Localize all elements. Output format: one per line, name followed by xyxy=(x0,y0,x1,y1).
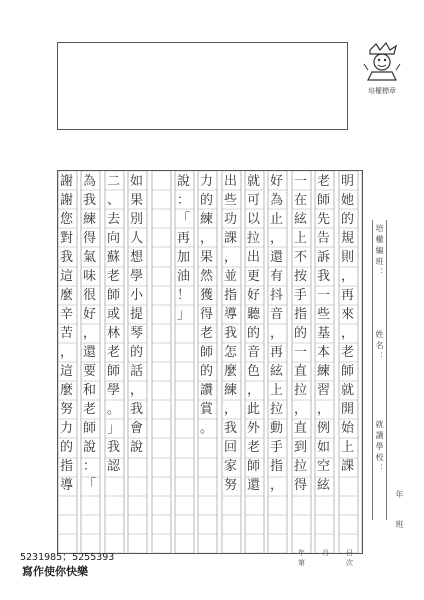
essay-char: 得 xyxy=(293,478,307,493)
essay-char: 麼 xyxy=(223,364,237,379)
essay-char: 一 xyxy=(316,288,330,303)
essay-char: 就 xyxy=(340,383,354,398)
date-day: 日 xyxy=(346,549,353,557)
essay-char: 我 xyxy=(106,440,120,455)
essay-char: 怎 xyxy=(223,345,237,360)
essay-char: 麼 xyxy=(59,383,73,398)
essay-char: 的 xyxy=(59,440,73,455)
essay-char: 練 xyxy=(199,212,213,227)
essay-char: 音 xyxy=(246,345,260,360)
essay-char: 琴 xyxy=(129,326,143,341)
essay-char: 」 xyxy=(176,307,190,322)
essay-char: 色 xyxy=(246,364,260,379)
essay-char: 老 xyxy=(106,345,120,360)
essay-char: ， xyxy=(340,326,354,341)
date-month: 月 xyxy=(322,549,329,557)
school-label: 就讀學校： xyxy=(375,420,384,475)
essay-char: 音 xyxy=(269,307,283,322)
essay-char: 一 xyxy=(293,345,307,360)
essay-char: 一 xyxy=(293,174,307,189)
essay-column xyxy=(57,172,76,495)
essay-char: 林 xyxy=(106,326,120,341)
essay-char: 再 xyxy=(176,231,190,246)
essay-char: 謝 xyxy=(59,174,73,189)
essay-char: 她 xyxy=(340,193,354,208)
essay-char: 再 xyxy=(340,288,354,303)
essay-char: 可 xyxy=(246,193,260,208)
essay-char: 此 xyxy=(246,402,260,417)
essay-char: 「 xyxy=(82,478,96,493)
essay-char: 我 xyxy=(316,269,330,284)
essay-char: 拉 xyxy=(293,383,307,398)
year-label: 年 xyxy=(395,490,404,501)
essay-char: 說 xyxy=(176,174,190,189)
phone-number: 5231985；5255393 xyxy=(20,552,115,563)
essay-char: 如 xyxy=(316,440,330,455)
essay-char: 為 xyxy=(82,174,96,189)
essay-char: 讚 xyxy=(199,383,213,398)
essay-char: 果 xyxy=(199,250,213,265)
essay-char: 本 xyxy=(316,345,330,360)
essay-char: 」 xyxy=(106,421,120,436)
essay-char: 好 xyxy=(269,174,283,189)
essay-char: 人 xyxy=(129,231,143,246)
essay-char: 師 xyxy=(106,288,120,303)
page-di: 第 xyxy=(298,559,305,567)
essay-char: 些 xyxy=(223,193,237,208)
essay-char: 學 xyxy=(106,383,120,398)
essay-char: 為 xyxy=(269,193,283,208)
essay-char: 拉 xyxy=(293,459,307,474)
essay-char: 些 xyxy=(316,307,330,322)
essay-char: 小 xyxy=(129,288,143,303)
essay-char: 辛 xyxy=(59,307,73,322)
essay-char: 先 xyxy=(316,212,330,227)
essay-char: 「 xyxy=(176,212,190,227)
essay-char: 師 xyxy=(246,459,260,474)
side-rule-1 xyxy=(372,220,373,520)
essay-char: 要 xyxy=(82,364,96,379)
essay-char: 拉 xyxy=(269,402,283,417)
essay-char: 。 xyxy=(199,421,213,436)
essay-char: 果 xyxy=(129,193,143,208)
essay-char: 就 xyxy=(246,174,260,189)
essay-char: 例 xyxy=(316,421,330,436)
essay-char: 告 xyxy=(316,231,330,246)
essay-char: 、 xyxy=(106,193,120,208)
essay-char: ， xyxy=(246,383,260,398)
essay-char: 的 xyxy=(199,364,213,379)
side-labels xyxy=(364,190,404,550)
mascot-stamp-icon xyxy=(362,40,402,82)
essay-char: 我 xyxy=(129,402,143,417)
essay-char: 力 xyxy=(59,421,73,436)
essay-char: 這 xyxy=(59,364,73,379)
essay-char: 聽 xyxy=(246,307,260,322)
essay-char: 說 xyxy=(82,440,96,455)
essay-char: 加 xyxy=(176,250,190,265)
essay-char: 很 xyxy=(82,288,96,303)
essay-char: 導 xyxy=(223,307,237,322)
essay-char: 向 xyxy=(106,231,120,246)
essay-char: 的 xyxy=(199,193,213,208)
essay-char: 練 xyxy=(316,364,330,379)
essay-char: 回 xyxy=(223,440,237,455)
essay-column xyxy=(338,172,357,476)
essay-char: 會 xyxy=(129,421,143,436)
essay-char: ， xyxy=(340,269,354,284)
essay-char: 出 xyxy=(223,174,237,189)
essay-char: 認 xyxy=(106,459,120,474)
essay-char: 訴 xyxy=(316,250,330,265)
essay-char: 還 xyxy=(82,345,96,360)
essay-char: 功 xyxy=(223,212,237,227)
page-ci: 次 xyxy=(346,559,353,567)
essay-char: ， xyxy=(269,478,283,493)
essay-char: 想 xyxy=(129,250,143,265)
essay-char: 學 xyxy=(129,269,143,284)
essay-char: 基 xyxy=(316,326,330,341)
essay-char: 話 xyxy=(129,364,143,379)
essay-char: 止 xyxy=(269,212,283,227)
essay-column xyxy=(104,172,123,476)
essay-char: 努 xyxy=(223,478,237,493)
essay-char: 對 xyxy=(59,231,73,246)
essay-char: 二 xyxy=(106,174,120,189)
essay-char: 還 xyxy=(269,250,283,265)
essay-char: 別 xyxy=(129,212,143,227)
essay-column xyxy=(291,172,310,495)
essay-char: 明 xyxy=(340,174,354,189)
essay-char: 說 xyxy=(129,440,143,455)
essay-char: 得 xyxy=(199,307,213,322)
essay-char: 師 xyxy=(106,364,120,379)
essay-char: 老 xyxy=(106,269,120,284)
essay-char: 麼 xyxy=(59,288,73,303)
essay-char: 出 xyxy=(246,250,260,265)
essay-char: 老 xyxy=(340,345,354,360)
essay-char: ： xyxy=(82,459,96,474)
essay-char: 抖 xyxy=(269,288,283,303)
essay-char: 這 xyxy=(59,269,73,284)
essay-char: 師 xyxy=(316,193,330,208)
essay-char: 獲 xyxy=(199,288,213,303)
essay-char: 家 xyxy=(223,459,237,474)
essay-char: ， xyxy=(82,326,96,341)
essay-char: 則 xyxy=(340,250,354,265)
side-rule-2 xyxy=(386,220,387,520)
essay-char: 外 xyxy=(246,421,260,436)
essay-char: 拉 xyxy=(246,231,260,246)
essay-char: 得 xyxy=(82,231,96,246)
essay-char: 上 xyxy=(293,231,307,246)
essay-char: 我 xyxy=(223,421,237,436)
essay-char: 手 xyxy=(293,288,307,303)
essay-char: 還 xyxy=(246,478,260,493)
essay-char: ！ xyxy=(176,288,190,303)
essay-char: ， xyxy=(269,231,283,246)
essay-char: 好 xyxy=(246,288,260,303)
essay-char: 直 xyxy=(293,421,307,436)
essay-char: 以 xyxy=(246,212,260,227)
essay-char: 開 xyxy=(340,402,354,417)
essay-column xyxy=(80,172,99,495)
essay-char: 賞 xyxy=(199,402,213,417)
essay-char: 上 xyxy=(269,383,283,398)
essay-char: 氣 xyxy=(82,250,96,265)
essay-char: 然 xyxy=(199,269,213,284)
essay-char: 和 xyxy=(82,383,96,398)
essay-char: 蘇 xyxy=(106,250,120,265)
essay-char: 好 xyxy=(82,307,96,322)
essay-char: 我 xyxy=(223,326,237,341)
top-comment-box xyxy=(57,42,348,130)
essay-char: 努 xyxy=(59,402,73,417)
essay-column xyxy=(197,172,216,438)
essay-char: 油 xyxy=(176,269,190,284)
essay-char: 的 xyxy=(340,212,354,227)
essay-char: ， xyxy=(316,402,330,417)
essay-column xyxy=(174,172,193,324)
essay-char: 。 xyxy=(106,402,120,417)
essay-char: 您 xyxy=(59,212,73,227)
essay-char: 並 xyxy=(223,269,237,284)
essay-char: 習 xyxy=(316,383,330,398)
essay-char: 指 xyxy=(223,288,237,303)
essay-char: 或 xyxy=(106,307,120,322)
essay-char: 更 xyxy=(246,269,260,284)
essay-column xyxy=(221,172,240,495)
essay-char: 老 xyxy=(246,440,260,455)
essay-char: 課 xyxy=(340,459,354,474)
essay-column xyxy=(314,172,333,495)
essay-char: 動 xyxy=(269,421,283,436)
essay-char: 老 xyxy=(82,402,96,417)
essay-char: ， xyxy=(129,383,143,398)
essay-char: 謝 xyxy=(59,193,73,208)
essay-char: 如 xyxy=(129,174,143,189)
essay-char: 的 xyxy=(293,326,307,341)
essay-char: 在 xyxy=(293,193,307,208)
essay-char: 直 xyxy=(293,364,307,379)
essay-column xyxy=(127,172,146,457)
essay-char: 再 xyxy=(269,345,283,360)
essay-char: 始 xyxy=(340,421,354,436)
essay-char: 師 xyxy=(199,345,213,360)
essay-char: 課 xyxy=(223,231,237,246)
essay-char: ， xyxy=(223,250,237,265)
essay-char: 指 xyxy=(293,307,307,322)
essay-column xyxy=(244,172,263,495)
essay-char: 老 xyxy=(199,326,213,341)
essay-char: 到 xyxy=(293,440,307,455)
essay-char: 我 xyxy=(59,250,73,265)
essay-char: 絃 xyxy=(316,478,330,493)
essay-char: 的 xyxy=(246,326,260,341)
essay-char: 我 xyxy=(82,193,96,208)
essay-char: 師 xyxy=(82,421,96,436)
essay-char: 空 xyxy=(316,459,330,474)
essay-char: 有 xyxy=(269,269,283,284)
class-label: 培權編班： xyxy=(375,224,384,279)
essay-char: 指 xyxy=(269,459,283,474)
essay-char: ， xyxy=(223,402,237,417)
essay-char: ， xyxy=(293,402,307,417)
name-label: 姓名： xyxy=(375,330,384,363)
essay-char: 去 xyxy=(106,212,120,227)
essay-char: 不 xyxy=(293,250,307,265)
essay-char: 練 xyxy=(223,383,237,398)
essay-char: 手 xyxy=(269,440,283,455)
stamp-label: 培權標章 xyxy=(368,87,396,95)
essay-char: 絃 xyxy=(269,364,283,379)
essay-char: 絃 xyxy=(293,212,307,227)
essay-char: 來 xyxy=(340,307,354,322)
essay-char: 規 xyxy=(340,231,354,246)
essay-char: ： xyxy=(176,193,190,208)
essay-char: 導 xyxy=(59,478,73,493)
essay-char: ， xyxy=(269,326,283,341)
essay-char: 按 xyxy=(293,269,307,284)
essay-char: 苦 xyxy=(59,326,73,341)
essay-char: 指 xyxy=(59,459,73,474)
essay-char: 師 xyxy=(340,364,354,379)
essay-char: 味 xyxy=(82,269,96,284)
essay-char: 練 xyxy=(82,212,96,227)
grade-label: 班 xyxy=(395,520,404,531)
essay-char: ， xyxy=(59,345,73,360)
essay-char: 老 xyxy=(316,174,330,189)
essay-char: 上 xyxy=(340,440,354,455)
essay-char: 提 xyxy=(129,307,143,322)
essay-column xyxy=(267,172,286,495)
slogan: 寫作使你快樂 xyxy=(22,565,88,578)
date-year: 年 xyxy=(298,549,305,557)
essay-char: 的 xyxy=(129,345,143,360)
essay-char: 力 xyxy=(199,174,213,189)
essay-char: ， xyxy=(199,231,213,246)
